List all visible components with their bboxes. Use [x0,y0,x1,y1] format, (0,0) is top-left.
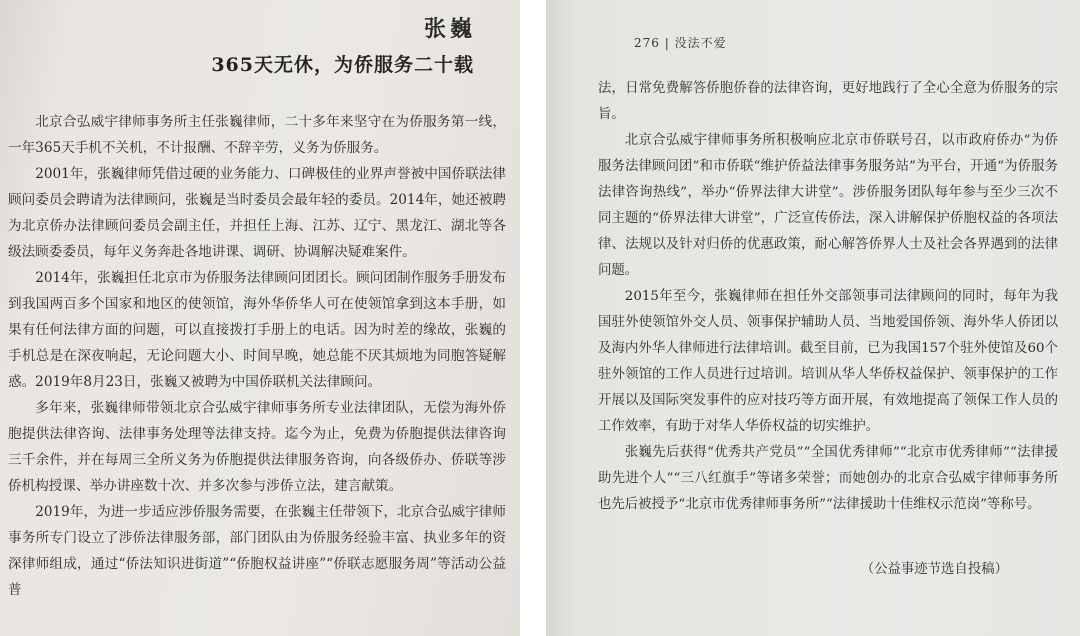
paragraph: 2015年至今，张巍律师在担任外交部领事司法律顾问的同时，每年为我国驻外使领馆外交人员、领事保护辅助人员、当地爱国侨领、海外华人侨团以及海内外华人律师进行法律培训。截至目前，已为我国157个驻外使馆及60个驻外领馆的工作人员进行过培训。培训从华人华侨权益保护、领事保护的工作开展以及国际突发事件的应对技巧等方面开展，有效地提高了领保工作人员的工作效率，有助于对华人华侨权益的切实维护。 [598,289,1058,434]
paragraph: 北京合弘威宇律师事务所积极响应北京市侨联号召，以市政府侨办“为侨服务法律顾问团”和市侨联“维护侨益法律事务服务站”为平台，开通“为侨服务法律咨询热线”，举办“侨界法律大讲堂”。涉侨服务团队每年参与至少三次不同主题的“侨界法律大讲堂”，广泛宣传侨法，深入讲解保护侨胞权益的各项法律、法规以及针对归侨的优惠政策，耐心解答侨界人士及社会各界遇到的法律问题。 [598,133,1058,278]
right-page [546,0,1080,636]
author-name: 张巍 [423,16,476,42]
article-title: 365天无休，为侨服务二十载 [211,54,474,76]
paragraph: 2014年，张巍担任北京市为侨服务法律顾问团团长。顾问团制作服务手册发布到我国两百多个国家和地区的使领馆，海外华侨华人可在使领馆拿到这本手册，如果有任何法律方面的问题，可以直接拨打手册上的电话。因为时差的缘故，张巍的手机总是在深夜响起，无论问题大小、时间早晚，她总能不厌其烦地为同胞答疑解惑。2019年8月23日，张巍又被聘为中国侨联机关法律顾问。 [8,270,506,390]
left-body [8,109,506,603]
running-head: 276 | 没法不爱 [634,36,727,50]
paragraph: 2019年，为进一步适应涉侨服务需要，在张巍主任带领下，北京合弘威宇律师事务所专门设立了涉侨法律服务部，部门团队由为侨服务经验丰富、执业多年的资深律师组成，通过“侨法知识进街道”“侨胞权益讲座”“侨联志愿服务周”等活动公益普 [8,504,506,598]
paragraph: 2001年，张巍律师凭借过硬的业务能力、口碑极佳的业界声誉被中国侨联法律顾问委员会聘请为法律顾问，张巍是当时委员会最年轻的委员。2014年，她还被聘为北京侨办法律顾问委员会副主任，并担任上海、江苏、辽宁、黑龙江、湖北等各级法顾委委员，每年义务奔赴各地讲课、调研、协调解决疑难案件。 [8,166,506,260]
page-gutter [520,0,546,636]
paragraph: 张巍先后获得“优秀共产党员”“全国优秀律师”“北京市优秀律师”“法律援助先进个人”“三八红旗手”等诸多荣誉；而她创办的北京合弘威宇律师事务所也先后被授予“北京市优秀律师事务所”“法律援助十佳维权示范岗”等称号。 [598,445,1058,512]
source-note: （公益事迹节选自投稿） [860,562,1008,577]
left-page [0,0,520,636]
paragraph: 北京合弘威宇律师事务所主任张巍律师，二十多年来坚守在为侨服务第一线，一年365天手机不关机，不计报酬、不辞辛劳，义务为侨服务。 [8,114,506,156]
paragraph: 多年来，张巍律师带领北京合弘威宇律师事务所专业法律团队，无偿为海外侨胞提供法律咨询、法律事务处理等法律支持。迄今为止，免费为侨胞提供法律咨询三千余件，并在每周三全所义务为侨胞提供法律服务咨询，向各级侨办、侨联等涉侨机构授课、举办讲座数十次、并多次参与涉侨立法，建言献策。 [8,400,506,494]
right-body [584,76,1058,518]
paragraph: 法，日常免费解答侨胞侨眷的法律咨询，更好地践行了全心全意为侨服务的宗旨。 [598,81,1058,122]
